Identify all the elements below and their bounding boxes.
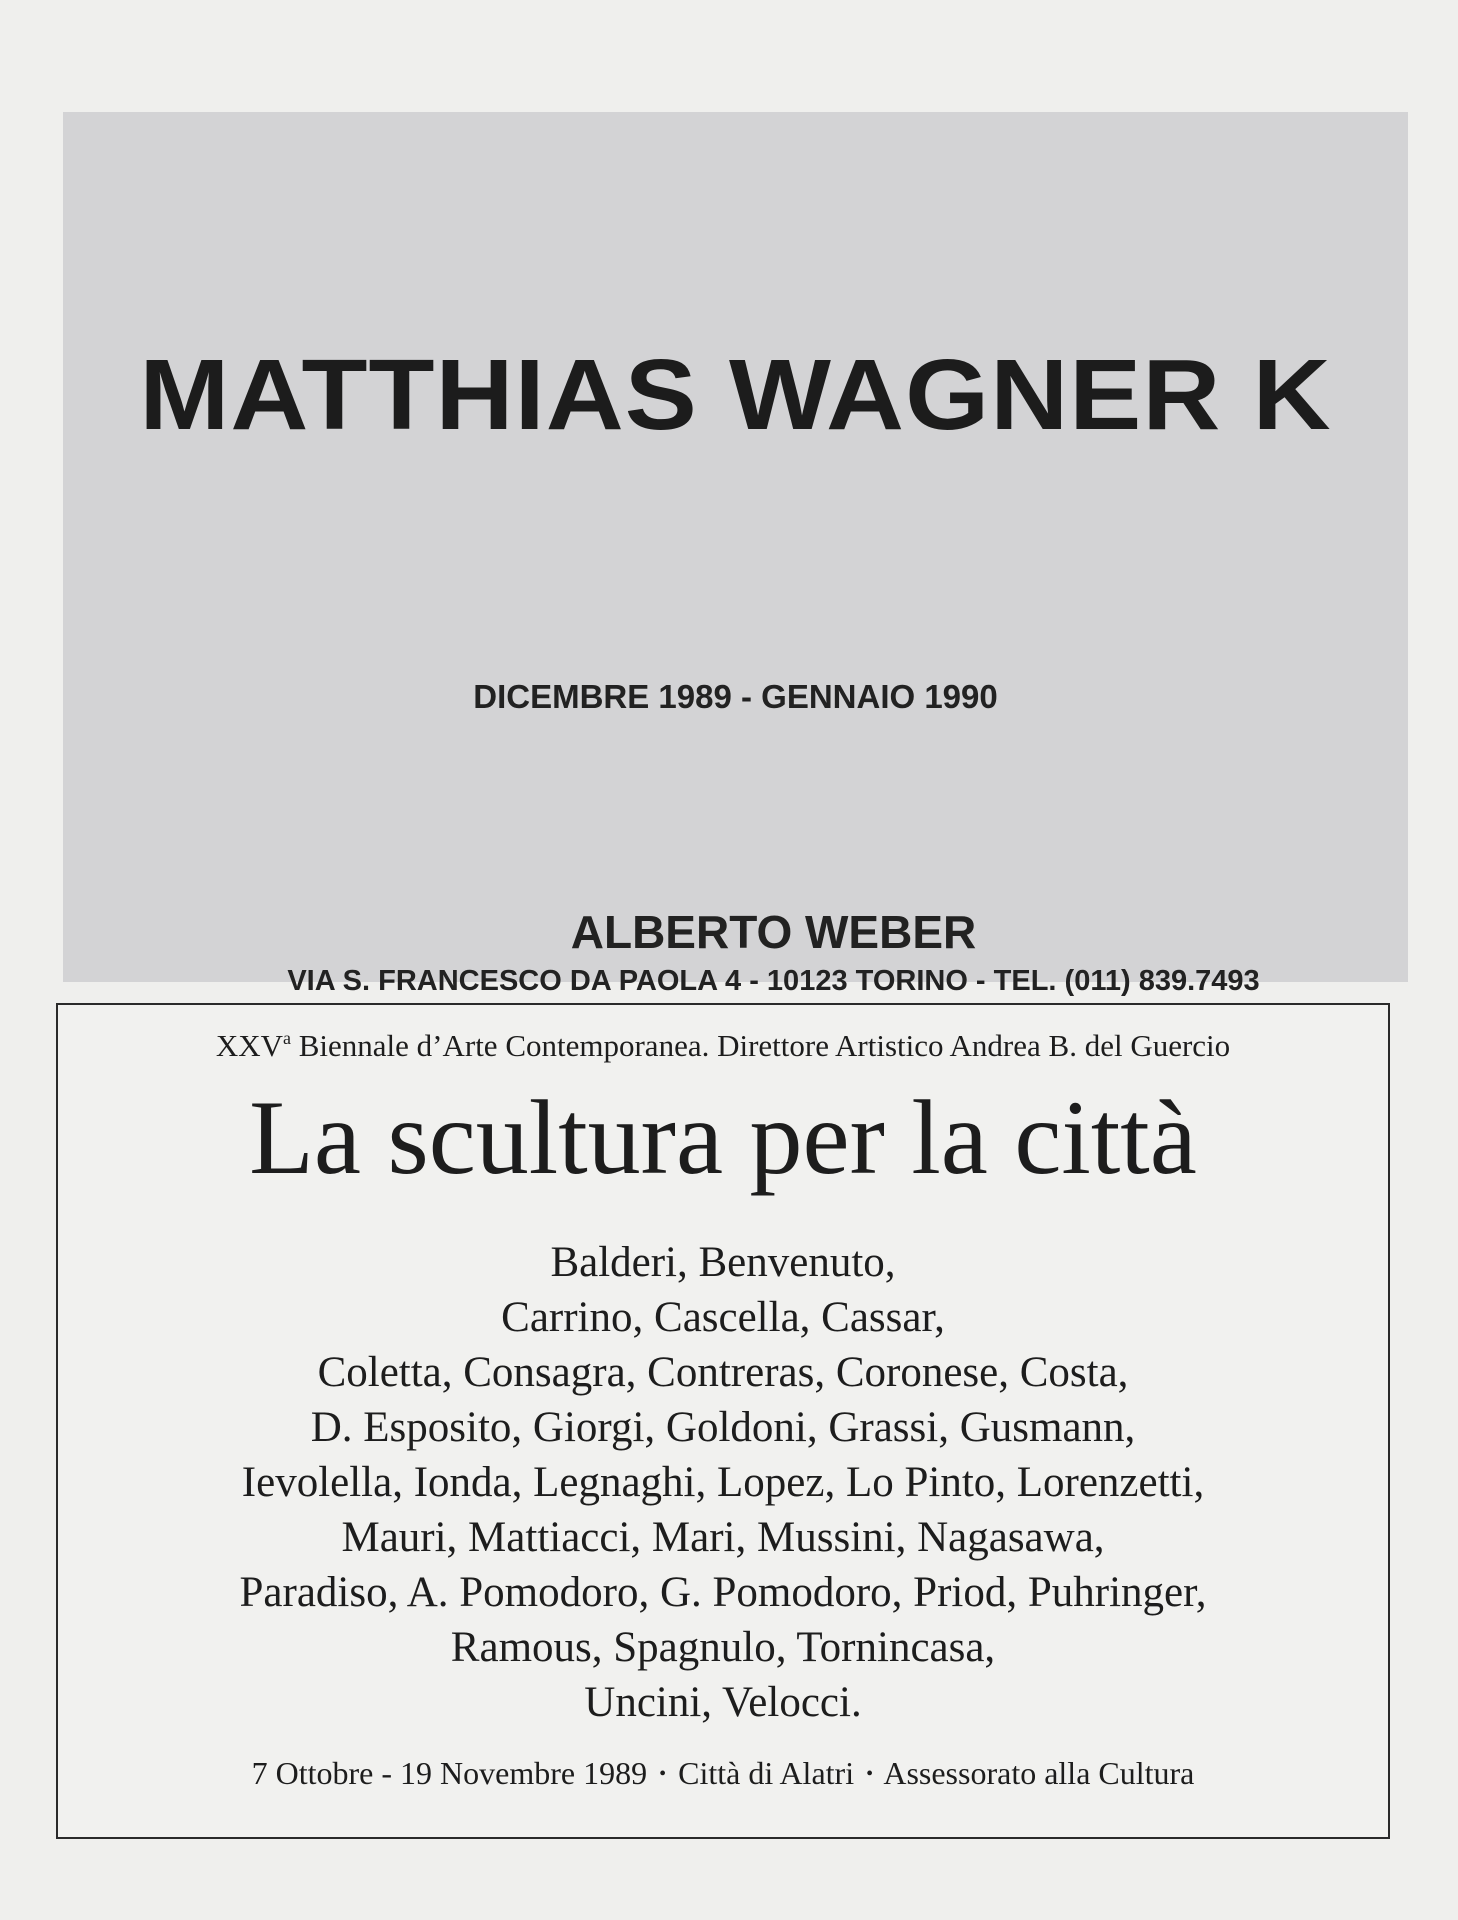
artist-line: Mauri, Mattiacci, Mari, Mussini, Nagasawa, <box>341 1514 1105 1561</box>
header-prefix: XXV <box>215 1028 283 1063</box>
artist-line: D. Esposito, Giorgi, Goldoni, Grassi, Gusmann, <box>310 1404 1136 1451</box>
footer-dates: 7 Ottobre - 19 Novembre 1989 <box>251 1755 648 1791</box>
footer-office: Assessorato alla Cultura <box>883 1755 1195 1791</box>
gallery-name: ALBERTO WEBER <box>570 906 977 958</box>
artist-line: Uncini, Velocci. <box>584 1679 862 1726</box>
gallery-address: VIA S. FRANCESCO DA PAOLA 4 - 10123 TORINO - TEL. (011) 839.7493 <box>287 965 1260 997</box>
footer-city: Città di Alatri <box>678 1755 855 1791</box>
artist-line: Balderi, Benvenuto, <box>550 1239 896 1286</box>
header-superscript: a <box>282 1028 291 1048</box>
artist-list <box>58 1235 1388 1730</box>
biennale-footer <box>58 1757 1388 1789</box>
artist-line: Ramous, Spagnulo, Tornincasa, <box>450 1624 996 1671</box>
bullet-icon: • <box>659 1763 667 1785</box>
artist-line: Coletta, Consagra, Contreras, Coronese, Costa, <box>317 1349 1129 1396</box>
gallery-advertisement <box>63 112 1408 997</box>
header-text: Biennale d’Arte Contemporanea. Direttore Artistico Andrea B. del Guercio <box>290 1028 1231 1063</box>
exhibition-title: La scultura per la città <box>249 1079 1197 1196</box>
artist-name: MATTHIAS WAGNER K <box>139 339 1332 451</box>
artist-line: Paradiso, A. Pomodoro, G. Pomodoro, Priod, Puhringer, <box>239 1569 1207 1616</box>
biennale-advertisement <box>56 1003 1390 1839</box>
artist-line: Carrino, Cascella, Cassar, <box>501 1294 945 1341</box>
exhibition-dates: DICEMBRE 1989 - GENNAIO 1990 <box>473 678 998 715</box>
biennale-header <box>58 1029 1388 1061</box>
bullet-icon: • <box>866 1763 874 1785</box>
artist-line: Ievolella, Ionda, Legnaghi, Lopez, Lo Pinto, Lorenzetti, <box>241 1459 1205 1506</box>
